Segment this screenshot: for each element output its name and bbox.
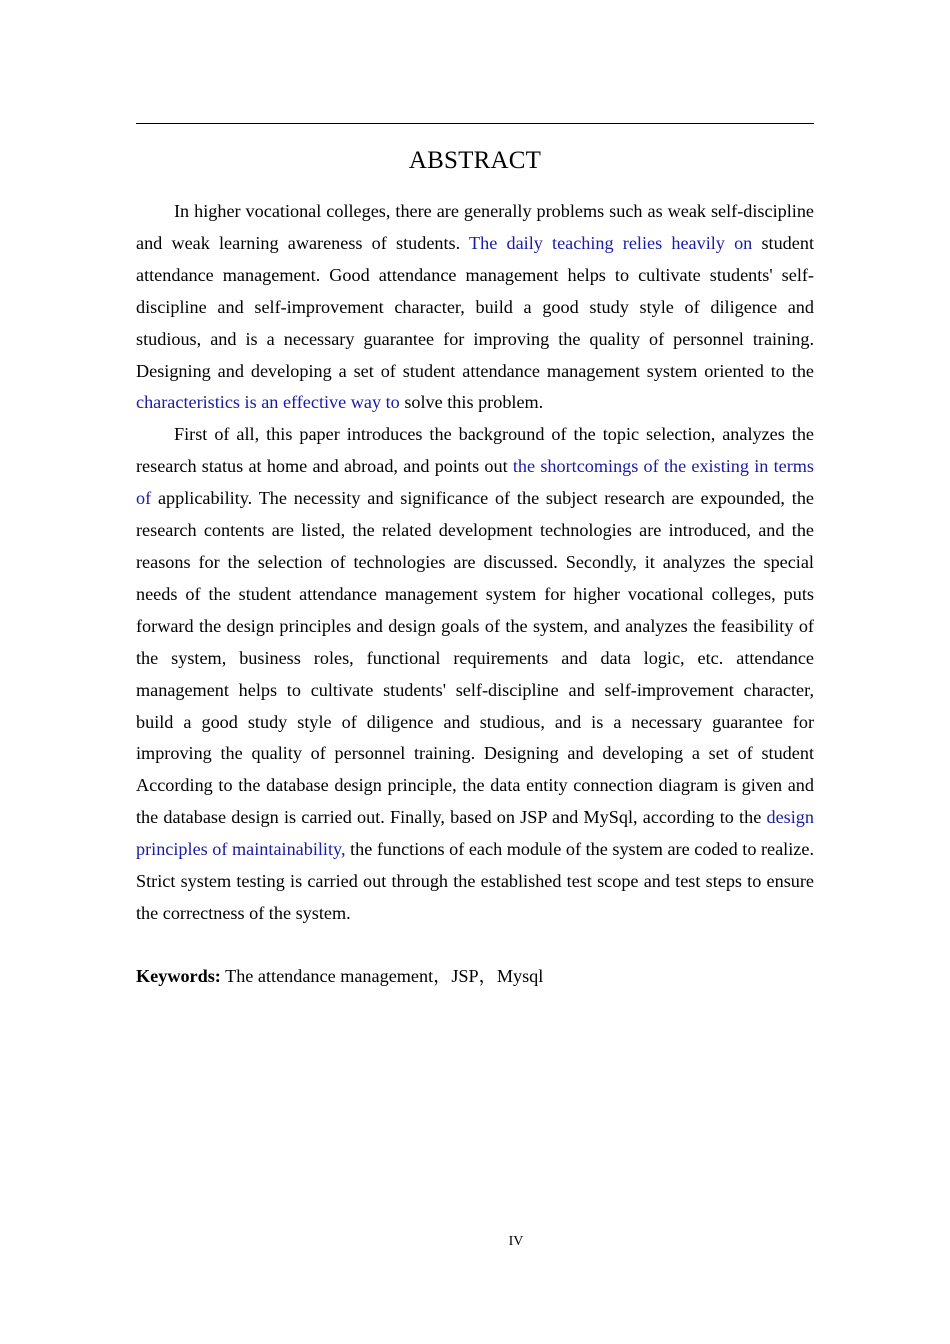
highlighted-segment: the shortcomings of the existing in terms of: [136, 456, 814, 509]
abstract-paragraph-2: [136, 419, 814, 930]
abstract-paragraph-1: [136, 196, 814, 419]
keywords-line: [136, 961, 814, 991]
paragraph-segment: the functions of each module of the system are coded to realize. Strict system testing is carried out through the established test scope and test steps to ensure the correctness of the system.: [136, 839, 814, 923]
keywords-label: Keywords:: [136, 966, 221, 986]
highlighted-segment: characteristics is an effective way to: [136, 392, 400, 413]
header-rule: [136, 123, 814, 124]
highlighted-segment: The daily teaching relies heavily on: [469, 232, 753, 253]
highlighted-segment: design principles of maintainability,: [136, 807, 814, 860]
abstract-title: ABSTRACT: [408, 147, 542, 174]
paragraph-segment: In higher vocational colleges, there are generally problems such as weak self-discipline and weak learning awareness of students.: [136, 201, 814, 253]
page-number: IV: [508, 1234, 524, 1249]
paragraph-segment: applicability. The necessity and significance of the subject research are expounded, the research contents are listed, the related development technologies are introduced, and the reasons for the selection of technologies are discussed. Secondly, it analyzes the special needs of the student attendance management system for higher vocational colleges, puts forward the design principles and design goals of the system, and analyzes the feasibility of the system, business roles, functional requirements and data logic, etc. attendance management helps to cultivate students' self-discipline and self-improvement character, build a good study style of diligence and studious, and is a necessary guarantee for improving the quality of personnel training. Designing and developing a set of student According to the database design principle, the data entity connection diagram is given and the database design is carried out. Finally, based on JSP and MySql, according to the: [136, 488, 814, 828]
paragraph-segment: First of all, this paper introduces the background of the topic selection, analyzes the research status at home and abroad, and points out: [136, 424, 814, 477]
document-page: [136, 0, 814, 1344]
paragraph-segment: solve this problem.: [399, 392, 544, 413]
abstract-body: [136, 196, 814, 930]
paragraph-segment: student attendance management. Good attendance management helps to cultivate students' self-discipline and self-improvement character, build a good study style of diligence and studious, and is a necessary guarantee for improving the quality of personnel training. Designing and developing a set of student attendance management system oriented to the: [136, 232, 814, 381]
keywords-value: The attendance management，JSP，Mysql: [220, 966, 544, 986]
